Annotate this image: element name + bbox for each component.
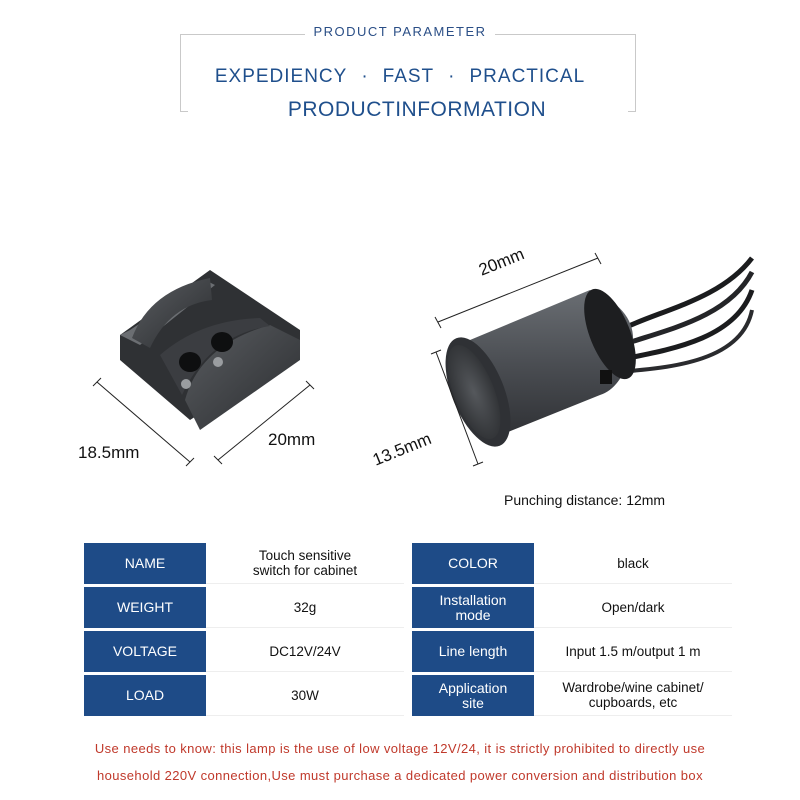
mounting-clip-image	[120, 270, 300, 430]
punching-distance: Punching distance: 12mm	[504, 492, 666, 508]
spec-key: WEIGHT	[84, 587, 206, 628]
spec-key: Installation mode	[412, 587, 534, 628]
spec-value: black	[534, 543, 732, 584]
column-gap	[404, 587, 412, 628]
switch-diameter-label: 13.5mm	[370, 428, 435, 470]
spec-table	[84, 540, 732, 719]
spec-key: Line length	[412, 631, 534, 672]
spec-key: Application site	[412, 675, 534, 716]
spec-key: VOLTAGE	[84, 631, 206, 672]
table-row	[84, 675, 732, 716]
spec-value: Input 1.5 m/output 1 m	[534, 631, 732, 672]
notice-line-1: Use needs to know: this lamp is the use of low voltage 12V/24, it is strictly prohibited to directly use	[94, 741, 706, 756]
column-gap	[404, 675, 412, 716]
spec-value: DC12V/24V	[206, 631, 404, 672]
tagline-word-1: EXPEDIENCY	[214, 66, 348, 87]
column-gap	[404, 543, 412, 584]
column-gap	[404, 631, 412, 672]
table-row	[84, 631, 732, 672]
spec-value: 32g	[206, 587, 404, 628]
spec-key: LOAD	[84, 675, 206, 716]
table-row	[84, 587, 732, 628]
spec-key: COLOR	[412, 543, 534, 584]
spec-key: NAME	[84, 543, 206, 584]
table-row	[84, 543, 732, 584]
spec-value: Open/dark	[534, 587, 732, 628]
tagline-separator: ·	[361, 66, 369, 87]
tagline-separator: ·	[448, 66, 456, 87]
touch-switch-image	[432, 258, 752, 456]
clip-width-label: 18.5mm	[78, 443, 140, 462]
spec-value: Wardrobe/wine cabinet/ cupboards, etc	[534, 675, 732, 716]
spec-value: 30W	[206, 675, 404, 716]
tagline-word-3: PRACTICAL	[469, 66, 586, 87]
product-information-title: PRODUCTINFORMATION	[287, 98, 547, 121]
spec-value: Touch sensitive switch for cabinet	[206, 543, 404, 584]
product-parameter-label: PRODUCT PARAMETER	[0, 24, 800, 39]
clip-length-label: 20mm	[268, 430, 316, 449]
notice-line-2: household 220V connection,Use must purchase a dedicated power conversion and distribution box	[97, 768, 703, 783]
tagline-word-2: FAST	[382, 66, 435, 87]
switch-length-label: 20mm	[476, 244, 527, 280]
